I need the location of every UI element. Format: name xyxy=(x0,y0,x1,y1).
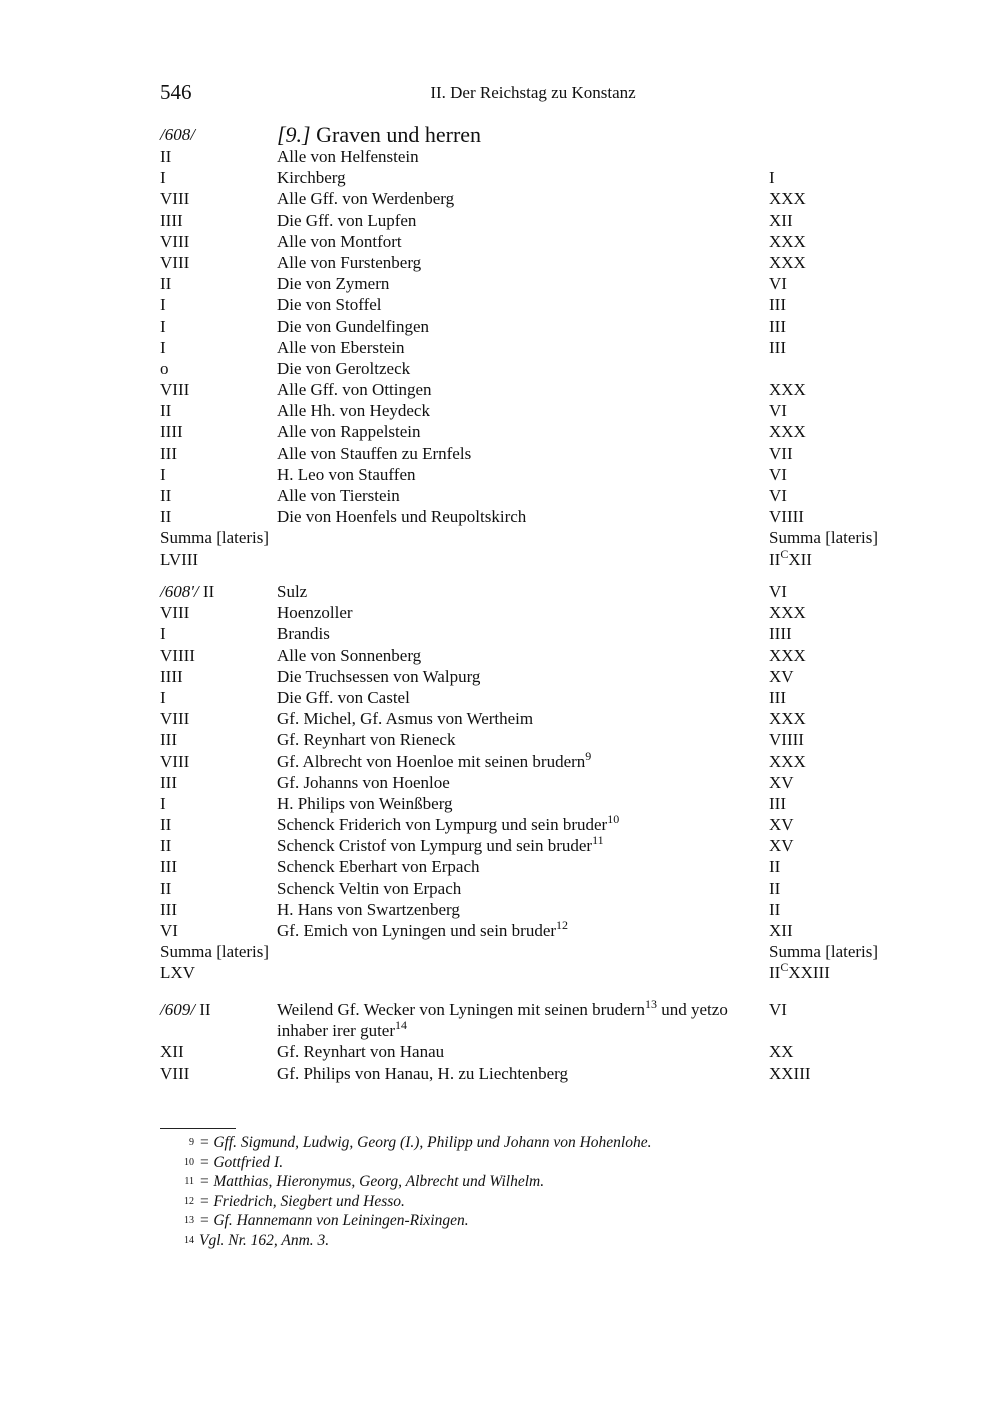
table-row xyxy=(0,167,1004,188)
row-left xyxy=(160,443,177,464)
left-value: I xyxy=(160,464,166,484)
footnote-ref[interactable]: 9 xyxy=(585,748,592,763)
row-name xyxy=(277,793,767,814)
row-name xyxy=(277,581,767,602)
name-text: Schenck Friderich von Lympurg und sein bruder xyxy=(277,815,608,835)
name-text: H. Philips von Weinßberg xyxy=(277,793,453,813)
right-value: III xyxy=(769,687,786,707)
left-value: II xyxy=(160,878,172,898)
right-value: III xyxy=(769,316,786,336)
left-value: I xyxy=(160,793,166,813)
table-row xyxy=(0,623,1004,644)
left-value: II xyxy=(160,815,172,835)
left-value: VIII xyxy=(160,231,190,251)
row-name xyxy=(277,920,767,941)
folio-marker: /608'/ xyxy=(160,582,199,601)
name-part: und yetzo inhaber irer guter xyxy=(277,1000,728,1041)
table-row xyxy=(0,443,1004,464)
right-value: XV xyxy=(769,772,794,792)
name-text: Hoenzoller xyxy=(277,603,353,623)
right-value: III xyxy=(769,295,786,315)
row-name xyxy=(277,443,767,464)
footnote-text: = Gf. Hannemann von Leiningen-Rixingen. xyxy=(199,1212,469,1230)
name-text: Gf. Albrecht von Hoenloe mit seinen brudern xyxy=(277,751,586,771)
right-value: XXIII xyxy=(769,1063,811,1083)
name-text: Alle von Eberstein xyxy=(277,337,405,357)
left-value: IIII xyxy=(160,422,183,442)
left-value: I xyxy=(160,624,166,644)
row-left xyxy=(160,358,169,379)
left-value: VIIII xyxy=(160,645,195,665)
left-value: III xyxy=(160,730,177,750)
row-left xyxy=(160,231,189,252)
row-left xyxy=(160,814,171,835)
footnote-text: = Gff. Sigmund, Ludwig, Georg (I.), Philipp und Johann von Hohenlohe. xyxy=(199,1134,652,1151)
row-left xyxy=(160,400,171,421)
footnote-number: 13 xyxy=(184,1215,194,1227)
right-value: III xyxy=(769,337,786,357)
name-text: Alle von Sonnenberg xyxy=(277,645,422,665)
name-text: Gf. Johanns von Hoenloe xyxy=(277,772,450,792)
summa-row xyxy=(0,527,1004,548)
right-value: XXX xyxy=(769,645,806,665)
row-name xyxy=(277,1063,767,1084)
row-name xyxy=(277,146,767,167)
right-value: I xyxy=(769,168,775,188)
right-value: XXX xyxy=(769,709,806,729)
right-value: XXX xyxy=(769,231,806,251)
name-text: Alle von Furstenberg xyxy=(277,252,422,272)
table-row xyxy=(0,421,1004,442)
left-value: IIII xyxy=(160,210,183,230)
section-609 xyxy=(0,999,1004,1084)
right-value: VIIII xyxy=(769,507,804,527)
footnote xyxy=(0,1211,1004,1231)
footnote-ref[interactable]: 10 xyxy=(607,812,620,827)
row-name xyxy=(277,999,777,1041)
name-text: Schenck Veltin von Erpach xyxy=(277,878,462,898)
name-text: Die von Zymern xyxy=(277,274,390,294)
table-row xyxy=(0,379,1004,400)
row-name xyxy=(277,273,767,294)
heading-text: Graven und herren xyxy=(316,122,482,147)
row-name xyxy=(277,421,767,442)
table-row xyxy=(0,146,1004,167)
section-graven-und-herren xyxy=(0,124,1004,570)
summa-row xyxy=(0,941,1004,962)
row-left xyxy=(160,316,166,337)
left-value: II xyxy=(160,486,172,505)
name-text: Alle von Tierstein xyxy=(277,486,400,505)
row-name xyxy=(277,623,767,644)
table-row xyxy=(0,210,1004,231)
table-row xyxy=(0,793,1004,814)
right-value: VI xyxy=(769,582,787,601)
row-name xyxy=(277,316,767,337)
right-value: XII xyxy=(769,921,793,940)
total-right-b: XII xyxy=(788,549,812,569)
name-text: Alle von Rappelstein xyxy=(277,422,421,442)
right-value: XV xyxy=(769,815,794,835)
table-row xyxy=(0,294,1004,315)
running-title: II. Der Reichstag zu Konstanz xyxy=(430,83,636,102)
row-left xyxy=(160,623,166,644)
footnote-number: 11 xyxy=(184,1176,194,1188)
right-value: VII xyxy=(769,443,793,463)
name-text: Gf. Philips von Hanau, H. zu Liechtenberg xyxy=(277,1063,568,1083)
row-left xyxy=(160,835,171,856)
row-left xyxy=(160,1063,189,1084)
row-left xyxy=(160,252,189,273)
left-value: II xyxy=(199,1000,211,1019)
footnote-number: 12 xyxy=(184,1195,194,1207)
right-value: XX xyxy=(769,1042,794,1062)
row-name xyxy=(277,878,767,899)
row-name xyxy=(277,814,767,835)
table-row xyxy=(0,729,1004,750)
row-left xyxy=(160,167,166,188)
left-value: XII xyxy=(160,1042,184,1062)
left-value: I xyxy=(160,316,166,336)
name-text: Alle von Stauffen zu Ernfels xyxy=(277,443,472,463)
row-left xyxy=(160,729,177,750)
name-text: Die Gff. von Lupfen xyxy=(277,210,417,230)
right-value: VI xyxy=(769,274,787,294)
row-left xyxy=(160,999,211,1020)
left-value: III xyxy=(160,443,177,463)
total-right-b: XXIII xyxy=(788,963,830,983)
row-left xyxy=(160,188,189,209)
left-value: I xyxy=(160,337,166,357)
row-left xyxy=(160,666,183,687)
footnote xyxy=(0,1231,1004,1251)
row-name xyxy=(277,708,767,729)
row-left xyxy=(160,294,166,315)
total-right-a: II xyxy=(769,963,781,983)
folio-marker: /608/ xyxy=(160,125,195,144)
right-value: VI xyxy=(769,1000,787,1019)
table-row xyxy=(0,772,1004,793)
table-row xyxy=(0,188,1004,209)
row-left xyxy=(160,485,171,506)
heading-number: [9.] xyxy=(277,122,311,147)
table-row xyxy=(0,231,1004,252)
table-row xyxy=(0,687,1004,708)
summa-left: Summa [lateris] xyxy=(160,528,270,548)
right-value: XII xyxy=(769,210,793,230)
left-value: VIII xyxy=(160,252,190,272)
left-value: II xyxy=(202,582,215,601)
left-value: I xyxy=(160,168,166,188)
section-608-verso xyxy=(0,581,1004,984)
row-name xyxy=(277,294,767,315)
left-value: II xyxy=(160,836,172,856)
total-right-a: II xyxy=(769,549,781,569)
footnotes xyxy=(0,1133,1004,1251)
row-name xyxy=(277,772,767,793)
row-left xyxy=(160,581,214,602)
table-row xyxy=(0,464,1004,485)
footnote-ref[interactable]: 14 xyxy=(395,1018,407,1033)
left-value: VIII xyxy=(160,189,190,209)
row-left xyxy=(160,772,177,793)
name-text: Sulz xyxy=(277,582,308,601)
table-row xyxy=(0,645,1004,666)
folio-marker: /609/ xyxy=(160,1000,195,1019)
footnote-ref[interactable]: 11 xyxy=(592,833,604,848)
table-row xyxy=(0,337,1004,358)
row-left xyxy=(160,793,166,814)
section-heading-row xyxy=(0,124,1004,146)
name-text: Alle von Helfenstein xyxy=(277,147,419,166)
total-right xyxy=(769,962,830,983)
total-right-sup: C xyxy=(780,960,789,975)
name-text: Kirchberg xyxy=(277,168,346,188)
right-value: XXX xyxy=(769,189,806,209)
footnote xyxy=(0,1192,1004,1212)
row-left xyxy=(160,920,178,941)
total-right-sup: C xyxy=(780,546,789,561)
name-text: Schenck Eberhart von Erpach xyxy=(277,857,480,877)
row-name xyxy=(277,464,767,485)
left-value: VIII xyxy=(160,709,190,729)
row-left xyxy=(160,856,177,877)
left-value: VIII xyxy=(160,603,190,623)
right-value: XXX xyxy=(769,252,806,272)
row-name xyxy=(277,856,767,877)
name-text: Die von Hoenfels und Reupoltskirch xyxy=(277,507,527,527)
name-text: Gf. Reynhart von Hanau xyxy=(277,1042,445,1062)
table-row xyxy=(0,316,1004,337)
right-value: IIII xyxy=(769,624,792,644)
right-value: XXX xyxy=(769,380,806,400)
footnote-text: = Matthias, Hieronymus, Georg, Albrecht und Wilhelm. xyxy=(199,1173,545,1191)
left-value: II xyxy=(160,401,172,421)
row-left xyxy=(160,210,183,231)
name-part: Weilend Gf. Wecker von Lyningen mit seinen brudern xyxy=(277,1000,646,1019)
right-value: II xyxy=(769,899,781,919)
row-name xyxy=(277,687,767,708)
row-name xyxy=(277,337,767,358)
footnote xyxy=(0,1133,1004,1153)
footnote xyxy=(0,1172,1004,1192)
table-row xyxy=(0,878,1004,899)
page-number: 546 xyxy=(160,80,192,104)
right-value: VI xyxy=(769,464,787,484)
left-value: III xyxy=(160,857,177,877)
table-row xyxy=(0,581,1004,602)
table-row xyxy=(0,602,1004,623)
row-left xyxy=(160,878,171,899)
row-name xyxy=(277,188,767,209)
table-row xyxy=(0,666,1004,687)
footnote-number: 14 xyxy=(184,1234,194,1246)
left-value: VIII xyxy=(160,751,190,771)
name-text: Gf. Emich von Lyningen und sein bruder xyxy=(277,921,557,940)
table-row xyxy=(0,748,1004,772)
footnote-ref[interactable]: 13 xyxy=(645,997,658,1011)
row-name xyxy=(277,729,767,750)
row-left xyxy=(160,602,189,623)
left-value: III xyxy=(160,772,177,792)
name-text: Alle Gff. von Ottingen xyxy=(277,380,432,400)
left-value: II xyxy=(160,507,172,527)
right-value: III xyxy=(769,793,786,813)
left-value: II xyxy=(160,147,172,166)
name-text: Alle Gff. von Werdenberg xyxy=(277,189,455,209)
name-text: H. Hans von Swartzenberg xyxy=(277,899,460,919)
row-left xyxy=(160,687,166,708)
name-text: Die von Gundelfingen xyxy=(277,316,430,336)
row-left xyxy=(160,421,183,442)
left-value: VI xyxy=(160,921,178,940)
row-name xyxy=(277,167,767,188)
row-left xyxy=(160,506,171,527)
right-value: XV xyxy=(769,666,794,686)
row-name xyxy=(277,645,767,666)
row-name xyxy=(277,252,767,273)
table-row xyxy=(0,252,1004,273)
name-text: Alle Hh. von Heydeck xyxy=(277,401,430,421)
name-text: Brandis xyxy=(277,624,330,644)
row-name xyxy=(277,506,767,527)
row-name xyxy=(277,835,767,856)
row-left xyxy=(160,337,166,358)
total-left: LVIII xyxy=(160,549,199,569)
name-text: Alle von Montfort xyxy=(277,231,402,251)
right-value: VI xyxy=(769,401,787,421)
table-row xyxy=(0,920,1004,941)
left-value: II xyxy=(160,274,172,294)
row-name xyxy=(277,666,767,687)
footnote-text: Vgl. Nr. 162, Anm. 3. xyxy=(199,1231,330,1249)
table-row xyxy=(0,856,1004,877)
footnote-text: = Gottfried I. xyxy=(199,1153,284,1171)
table-row xyxy=(0,814,1004,835)
left-value: I xyxy=(160,687,166,707)
row-name xyxy=(277,210,767,231)
section-heading xyxy=(277,124,767,146)
row-left xyxy=(160,645,195,666)
right-value: XXX xyxy=(769,422,806,442)
left-value: I xyxy=(160,295,166,315)
name-text: Gf. Reynhart von Rieneck xyxy=(277,730,456,750)
name-text: H. Leo von Stauffen xyxy=(277,464,416,484)
table-row xyxy=(0,485,1004,506)
name-text: Gf. Michel, Gf. Asmus von Wertheim xyxy=(277,709,534,729)
right-value: XV xyxy=(769,836,794,856)
row-name xyxy=(277,899,767,920)
row-name xyxy=(277,748,767,772)
right-value: VI xyxy=(769,486,787,505)
name-text: Die Truchsessen von Walpurg xyxy=(277,666,481,686)
left-value: III xyxy=(160,899,177,919)
table-row xyxy=(0,1063,1004,1084)
row-left xyxy=(160,708,189,729)
table-row xyxy=(0,708,1004,729)
row-left xyxy=(160,379,189,400)
right-value: II xyxy=(769,878,781,898)
right-value: VIIII xyxy=(769,730,804,750)
name-text: Die von Geroltzeck xyxy=(277,358,411,378)
row-name xyxy=(277,379,767,400)
row-name xyxy=(277,602,767,623)
right-value: XXX xyxy=(769,751,806,771)
table-row xyxy=(0,506,1004,527)
row-name xyxy=(277,1041,767,1062)
summa-right: Summa [lateris] xyxy=(769,528,879,548)
footnote-rule xyxy=(160,1128,236,1129)
name-text: Schenck Cristof von Lympurg und sein bruder xyxy=(277,836,593,856)
footnote-text: = Friedrich, Siegbert und Hesso. xyxy=(199,1192,405,1210)
left-value: o xyxy=(160,358,169,378)
table-row xyxy=(0,400,1004,421)
table-row xyxy=(0,999,1004,1041)
table-row xyxy=(0,835,1004,856)
row-name xyxy=(277,485,767,506)
row-left xyxy=(160,273,171,294)
table-row xyxy=(0,1041,1004,1062)
row-name xyxy=(277,231,767,252)
row-left xyxy=(160,464,166,485)
left-value: VIII xyxy=(160,1063,190,1083)
name-text: Die von Stoffel xyxy=(277,295,382,315)
footnote-number: 9 xyxy=(189,1137,194,1148)
row-left xyxy=(160,146,171,167)
left-value: VIII xyxy=(160,380,190,400)
total-row xyxy=(0,962,1004,983)
name-text: Die Gff. von Castel xyxy=(277,687,410,707)
table-row xyxy=(0,273,1004,294)
table-row xyxy=(0,899,1004,920)
total-row xyxy=(0,546,1004,570)
row-name xyxy=(277,400,767,421)
right-value: II xyxy=(769,857,781,877)
row-left xyxy=(160,751,189,772)
summa-left: Summa [lateris] xyxy=(160,942,270,962)
summa-right: Summa [lateris] xyxy=(769,942,879,962)
footnote xyxy=(0,1153,1004,1173)
table-row xyxy=(0,358,1004,379)
left-value: IIII xyxy=(160,666,183,686)
row-name xyxy=(277,358,767,379)
row-left xyxy=(160,899,177,920)
total-right xyxy=(769,546,812,570)
row-left xyxy=(160,1041,184,1062)
footnote-ref[interactable]: 12 xyxy=(556,918,569,932)
footnote-number: 10 xyxy=(184,1156,194,1168)
right-value: XXX xyxy=(769,603,806,623)
total-left: LXV xyxy=(160,963,195,983)
